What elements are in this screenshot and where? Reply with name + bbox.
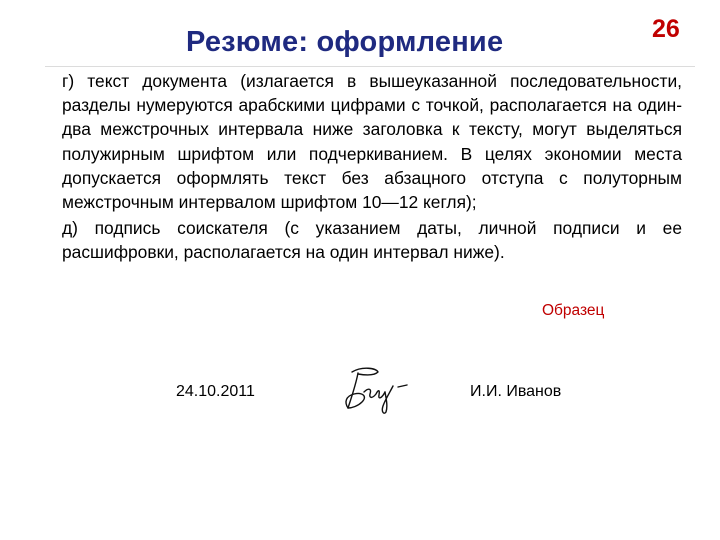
page-number: 26 (652, 15, 680, 43)
handwritten-signature-icon (338, 362, 410, 416)
paragraph-d: д) подпись соискателя (с указанием даты, личной подписи и ее расшифровки, располагается на один интервал ниже). (62, 218, 682, 263)
signature-name: И.И. Иванов (470, 383, 562, 400)
sample-label: Образец (542, 302, 605, 319)
title-divider (45, 66, 695, 67)
paragraph-g: г) текст документа (излагается в вышеуказанной последовательности, разделы нумеруются арабскими цифрами с точкой, располагается на один-два межстрочных интервала ниже заголовка к тексту, могут выделяться полужирным шрифтом или подчеркиванием. В целях экономии места допускается оформлять текст без абзацного отступа с полуторным межстрочным интервалом шрифтом 10—12 кегля); (62, 71, 682, 213)
body-text (62, 69, 682, 265)
signature-date: 24.10.2011 (176, 383, 255, 400)
slide-title: Резюме: оформление (186, 26, 504, 58)
